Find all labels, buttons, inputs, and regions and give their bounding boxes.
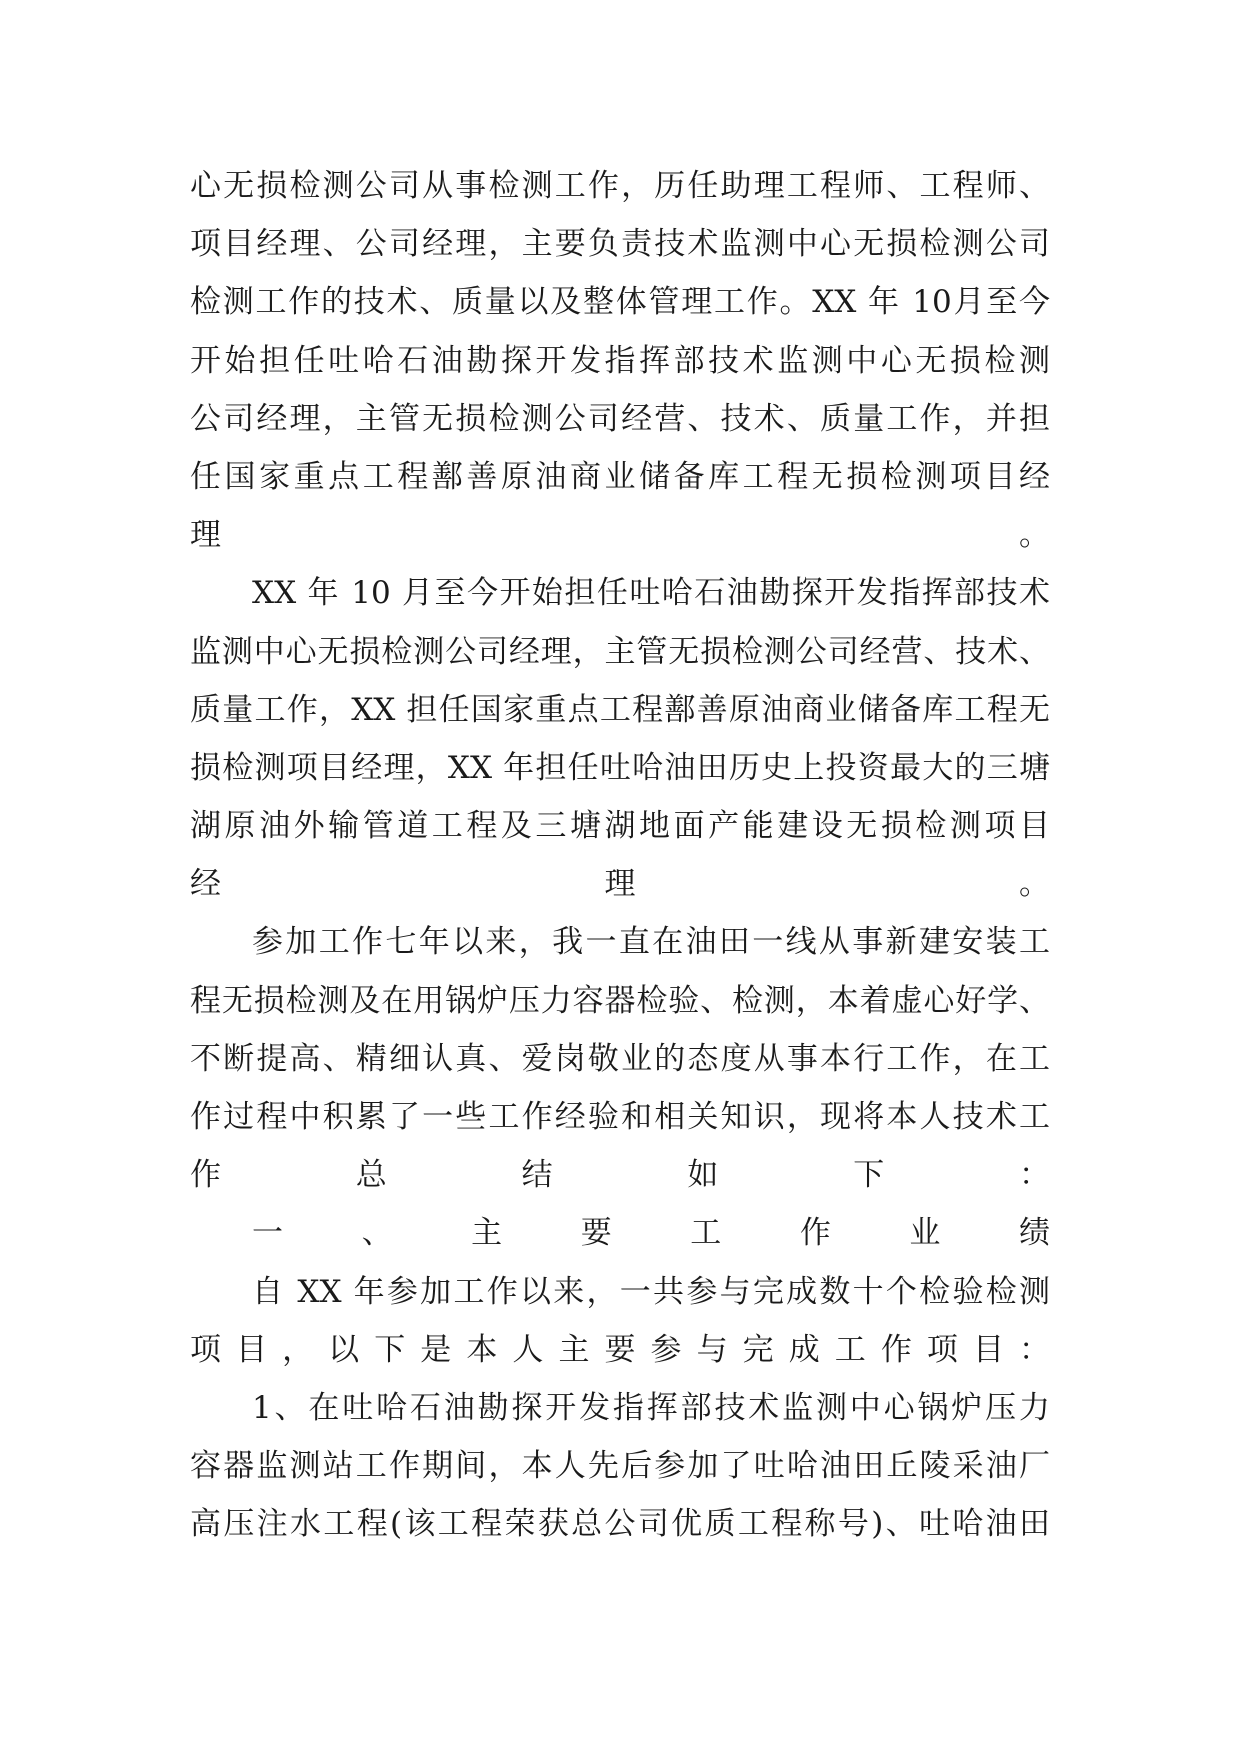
text-line: 质量工作，XX 担任国家重点工程鄯善原油商业储备库工程无 [190, 691, 1050, 728]
text-line: 心无损检测公司从事检测工作，历任助理工程师、工程师、 [190, 168, 1050, 204]
text-line: 一、主要工作业绩 [252, 1215, 1050, 1252]
text-line: 公司经理，主管无损检测公司经营、技术、质量工作，并担 [190, 400, 1050, 437]
text-line: 不断提高、精细认真、爱岗敬业的态度从事本行工作，在工 [190, 1040, 1050, 1077]
text-line: 容器监测站工作期间，本人先后参加了吐哈油田丘陵采油厂 [190, 1448, 1050, 1485]
text-line: 1、在吐哈石油勘探开发指挥部技术监测中心锅炉压力 [252, 1389, 1050, 1426]
text-line: 任国家重点工程鄯善原油商业储备库工程无损检测项目经 [190, 458, 1050, 495]
text-line: 经理。 [190, 866, 1050, 903]
text-line: 损检测项目经理，XX 年担任吐哈油田历史上投资最大的三塘 [190, 749, 1050, 786]
text-line: 监测中心无损检测公司经理，主管无损检测公司经营、技术、 [190, 633, 1050, 670]
text-line: 理。 [190, 517, 1050, 554]
text-line: 检测工作的技术、质量以及整体管理工作。XX 年 10月至今 [190, 284, 1050, 321]
text-line: XX 年 10 月至今开始担任吐哈石油勘探开发指挥部技术 [252, 575, 1050, 612]
text-line: 开始担任吐哈石油勘探开发指挥部技术监测中心无损检测 [190, 342, 1050, 379]
document-body [190, 157, 1050, 1554]
text-line: 项目经理、公司经理，主要负责技术监测中心无损检测公司 [190, 226, 1050, 263]
text-line: 作总结如下： [190, 1157, 1050, 1194]
text-line: 高压注水工程(该工程荣获总公司优质工程称号)、吐哈油田 [190, 1506, 1050, 1543]
text-line: 湖原油外输管道工程及三塘湖地面产能建设无损检测项目 [190, 808, 1050, 845]
text-line: 参加工作七年以来，我一直在油田一线从事新建安装工 [252, 924, 1050, 961]
text-line: 项目，以下是本人主要参与完成工作项目： [190, 1331, 1050, 1368]
text-line: 自 XX 年参加工作以来，一共参与完成数十个检验检测 [252, 1273, 1050, 1310]
text-line: 程无损检测及在用锅炉压力容器检验、检测，本着虚心好学、 [190, 982, 1050, 1019]
text-line: 作过程中积累了一些工作经验和相关知识，现将本人技术工 [190, 1099, 1050, 1135]
